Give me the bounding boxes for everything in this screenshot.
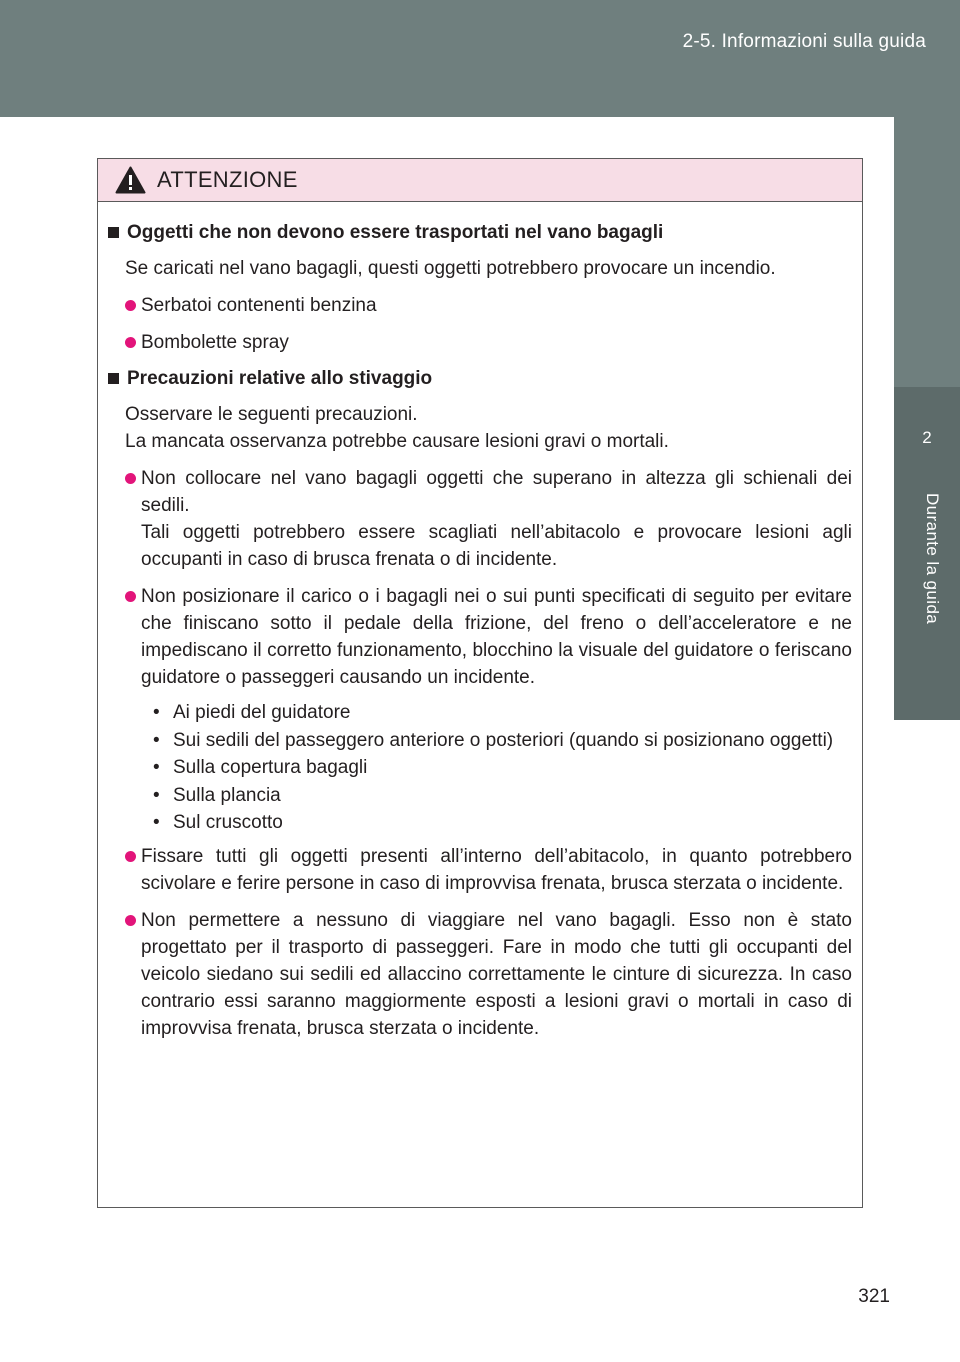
sub-bullet-icon: •	[153, 812, 160, 833]
bullet-dot-icon	[125, 337, 136, 348]
section-title: 2-5. Informazioni sulla guida	[682, 31, 926, 52]
list-item	[106, 843, 852, 897]
chapter-label: Durante la guida	[923, 493, 942, 625]
list-item-text	[141, 465, 852, 573]
list-item-text: Bombolette spray	[141, 332, 289, 353]
section-heading	[106, 366, 852, 392]
list-item	[106, 292, 852, 319]
list-item-text: Non posizionare il carico o i bagagli nei o sui punti specificati di seguito per evitare che finiscano sotto il pedale della frizione, del freno o dell’acceleratore e ne impediscano il corretto funzionamento, blocchino la visuale del guidatore o feriscano guidatore o passeggeri causando un incidente.	[141, 586, 852, 688]
bullet-dot-icon	[125, 915, 136, 926]
bullet-dot-icon	[125, 300, 136, 311]
list-item	[106, 907, 852, 1042]
sub-list	[106, 699, 852, 837]
warning-heading: ATTENZIONE	[157, 167, 298, 192]
sub-bullet-icon: •	[153, 729, 160, 751]
sub-list-item	[151, 727, 852, 755]
sub-list-item	[151, 699, 852, 727]
bullet-dot-icon	[125, 473, 136, 484]
sub-list-item	[151, 754, 852, 782]
chapter-side-tab	[894, 117, 960, 720]
chapter-tab-active	[894, 387, 960, 720]
sub-bullet-icon: •	[153, 784, 160, 806]
sub-list-item-text: Sulla copertura bagagli	[173, 757, 368, 778]
list-item-text: Fissare tutti gli oggetti presenti all’interno dell’abitacolo, in quanto potrebbero scivolare e ferire persone in caso di improvvisa frenata, brusca sterzata o incidente.	[141, 845, 852, 894]
list-item-text: Non permettere a nessuno di viaggiare nel vano bagagli. Esso non è stato progettato per il trasporto di passeggeri. Fare in modo che tutti gli occupanti del veicolo siedano sui sedili ed allaccino correttamente le cinture di sicurezza. In caso contrario essi saranno maggiormente esposti a lesioni gravi o mortali in caso di improvvisa frenata, brusca sterzata o incidente.	[141, 909, 852, 1039]
warning-body	[98, 202, 862, 1042]
list-item-line: Tali oggetti potrebbero essere scagliati nell’abitacolo e provocare lesioni agli occupanti in caso di brusca frenata o di incidente.	[141, 522, 852, 570]
bullet-dot-icon	[125, 591, 136, 602]
sub-list-item-text: Sui sedili del passeggero anteriore o posteriori (quando si posizionano oggetti)	[173, 729, 834, 751]
paragraph: Se caricati nel vano bagagli, questi oggetti potrebbero provocare un incendio.	[125, 258, 776, 279]
sub-list-item-text: Sulla plancia	[173, 784, 281, 806]
sub-list-item-text: Sul cruscotto	[173, 812, 283, 833]
sub-list-item	[151, 809, 852, 837]
chapter-number: 2	[922, 428, 932, 447]
sub-bullet-icon: •	[153, 702, 160, 723]
sub-list-item-text: Ai piedi del guidatore	[173, 702, 351, 723]
paragraph-line: La mancata osservanza potrebbe causare lesioni gravi o mortali.	[125, 431, 669, 452]
section-heading-text: Precauzioni relative allo stivaggio	[127, 368, 433, 389]
warning-box	[97, 158, 863, 1208]
warning-header	[98, 159, 862, 202]
sub-bullet-icon: •	[153, 757, 160, 778]
sub-list-item	[151, 782, 852, 810]
section-heading-text: Oggetti che non devono essere trasportati nel vano bagagli	[127, 222, 664, 243]
list-item-text: Serbatoi contenenti benzina	[141, 295, 377, 316]
list-item	[106, 329, 852, 356]
warning-triangle-icon	[115, 166, 146, 194]
square-bullet-icon	[108, 227, 119, 238]
square-bullet-icon	[108, 373, 119, 384]
header-band	[0, 0, 960, 117]
page-number: 321	[858, 1286, 890, 1307]
paragraph-line: Osservare le seguenti precauzioni.	[125, 404, 418, 425]
list-item	[106, 583, 852, 691]
list-item-line: Non collocare nel vano bagagli oggetti che superano in altezza gli schienali dei sedili.	[141, 468, 852, 516]
bullet-dot-icon	[125, 851, 136, 862]
paragraph	[106, 401, 852, 455]
list-item	[106, 465, 852, 573]
section-heading	[106, 220, 852, 246]
